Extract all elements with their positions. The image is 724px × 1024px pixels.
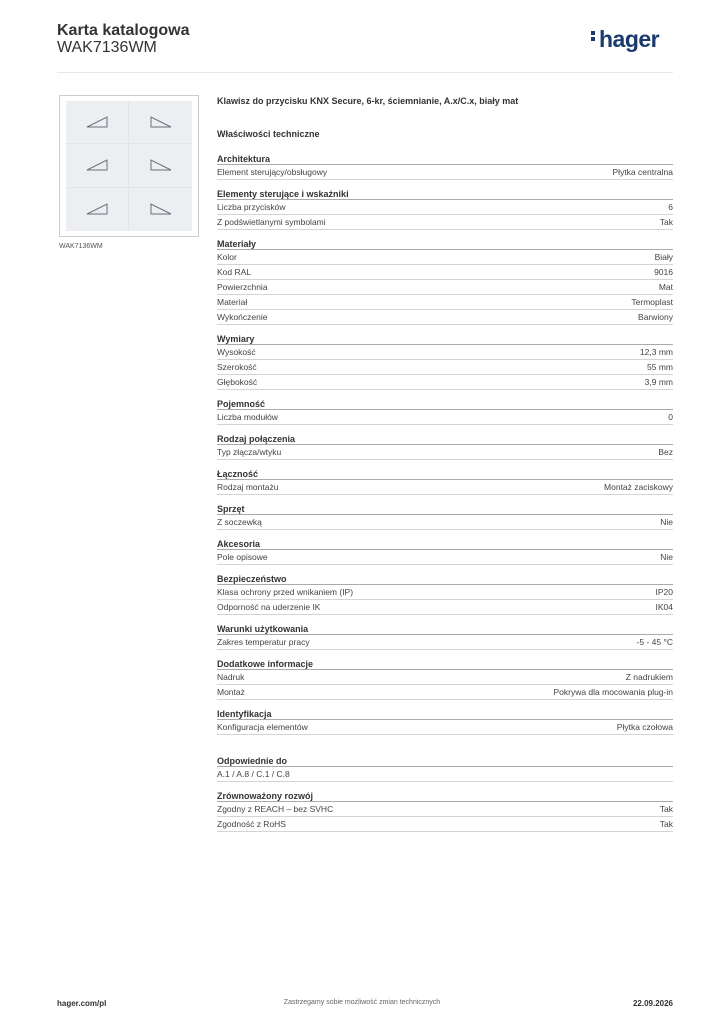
section-title: Rodzaj połączenia [217,433,673,445]
section-title: Materiały [217,238,673,250]
property-value: Bez [658,447,673,457]
section-title: Łączność [217,468,673,480]
property-value: Biały [654,252,673,262]
property-label: Głębokość [217,377,258,387]
button-cell [129,144,192,187]
property-value: 55 mm [647,362,673,372]
property-value: Barwiony [638,312,673,322]
logo-text: hager [599,26,660,52]
property-label: Konfiguracja elementów [217,722,308,732]
property-label: A.1 / A.8 / C.1 / C.8 [217,769,290,779]
property-row [217,360,673,375]
property-row [217,445,673,460]
property-label: Element sterujący/obsługowy [217,167,328,177]
property-label: Klasa ochrony przed wnikaniem (IP) [217,587,354,597]
property-section [217,708,673,735]
property-row [217,585,673,600]
property-value: Montaż zaciskowy [604,482,673,492]
section-title: Zrównoważony rozwój [217,790,673,802]
property-label: Montaż [217,687,245,697]
property-section [217,398,673,425]
property-row [217,375,673,390]
property-value: 3,9 mm [644,377,673,387]
property-section [217,503,673,530]
product-code: WAK7136WM [57,39,157,56]
property-row [217,550,673,565]
property-label: Z soczewką [217,517,262,527]
properties-heading: Właściwości techniczne [217,129,320,139]
property-value: Z nadrukiem [625,672,673,682]
property-value: IK04 [655,602,673,612]
property-value: Tak [659,819,673,829]
triangle-left-icon [86,116,108,128]
property-row [217,165,673,180]
property-section [217,238,673,325]
property-label: Z podświetlanymi symbolami [217,217,326,227]
document-title: Karta katalogowa [57,22,190,39]
property-section [217,468,673,495]
property-row [217,670,673,685]
property-section [217,538,673,565]
property-value: 9016 [654,267,673,277]
property-section [217,790,673,832]
property-row [217,265,673,280]
property-row [217,685,673,700]
property-row [217,767,673,782]
property-label: Pole opisowe [217,552,268,562]
footer-website[interactable]: hager.com/pl [57,999,107,1008]
technical-content [217,95,673,832]
section-title: Identyfikacja [217,708,673,720]
property-row [217,295,673,310]
property-label: Rodzaj montażu [217,482,279,492]
property-section [217,188,673,230]
triangle-right-icon [150,116,172,128]
section-title: Akcesoria [217,538,673,550]
section-title: Bezpieczeństwo [217,573,673,585]
button-cell [66,144,129,187]
property-label: Liczba przycisków [217,202,286,212]
property-row [217,200,673,215]
property-label: Zgodny z REACH – bez SVHC [217,804,334,814]
property-label: Szerokość [217,362,257,372]
footer-disclaimer: Zastrzegamy sobie możliwość zmian technicznych [283,999,441,1006]
property-label: Kod RAL [217,267,252,277]
triangle-left-icon [86,203,108,215]
property-section [217,755,673,782]
property-row [217,250,673,265]
section-title: Warunki użytkowania [217,623,673,635]
property-label: Zakres temperatur pracy [217,637,310,647]
property-value: 6 [668,202,673,212]
property-section [217,658,673,700]
property-label: Kolor [217,252,237,262]
property-value: -5 - 45 °C [636,637,673,647]
footer-date: 22.09.2026 [632,999,673,1008]
property-section [217,623,673,650]
property-row [217,817,673,832]
property-label: Materiał [217,297,248,307]
property-section [217,433,673,460]
property-row [217,310,673,325]
property-section [217,573,673,615]
property-row [217,215,673,230]
property-value: Tak [659,804,673,814]
property-row [217,600,673,615]
property-label: Nadruk [217,672,245,682]
hager-logo [591,26,659,53]
section-title: Dodatkowe informacje [217,658,673,670]
property-label: Powierzchnia [217,282,268,292]
property-row [217,480,673,495]
property-value: Nie [660,517,673,527]
product-image-caption: WAK7136WM [59,243,103,250]
section-title: Sprzęt [217,503,673,515]
product-image [66,101,192,231]
property-value: Termoplast [631,297,673,307]
property-row [217,345,673,360]
property-label: Wykończenie [217,312,268,322]
property-label: Wysokość [217,347,256,357]
triangle-right-icon [150,159,172,171]
property-row [217,515,673,530]
property-value: Tak [659,217,673,227]
section-title: Odpowiednie do [217,755,673,767]
property-row [217,280,673,295]
button-cell [66,101,129,144]
button-cell [129,101,192,144]
triangle-right-icon [150,203,172,215]
property-value: IP20 [655,587,673,597]
section-title: Architektura [217,153,673,165]
section-title: Elementy sterujące i wskaźniki [217,188,673,200]
logo-dots-icon [591,29,596,43]
property-section [217,153,673,180]
property-label: Odporność na uderzenie IK [217,602,321,612]
property-row [217,635,673,650]
property-value: Mat [658,282,673,292]
property-value: Płytka centralna [612,167,673,177]
property-row [217,410,673,425]
button-cell [66,188,129,231]
product-image-frame [59,95,199,237]
property-value: Płytka czołowa [616,722,673,732]
property-row [217,720,673,735]
property-label: Typ złącza/wtyku [217,447,282,457]
property-value: Nie [660,552,673,562]
property-value: 12,3 mm [639,347,673,357]
property-value: Pokrywa dla mocowania plug-in [553,687,673,697]
section-title: Pojemność [217,398,673,410]
triangle-left-icon [86,159,108,171]
button-cell [129,188,192,231]
property-value: 0 [668,412,673,422]
header-divider [57,72,673,73]
property-section [217,333,673,390]
property-label: Liczba modułów [217,412,278,422]
properties-sections [217,153,673,832]
property-row [217,802,673,817]
section-title: Wymiary [217,333,673,345]
property-label: Zgodność z RoHS [217,819,286,829]
product-description: Klawisz do przycisku KNX Secure, 6-kr, ściemnianie, A.x/C.x, biały mat [217,96,519,106]
